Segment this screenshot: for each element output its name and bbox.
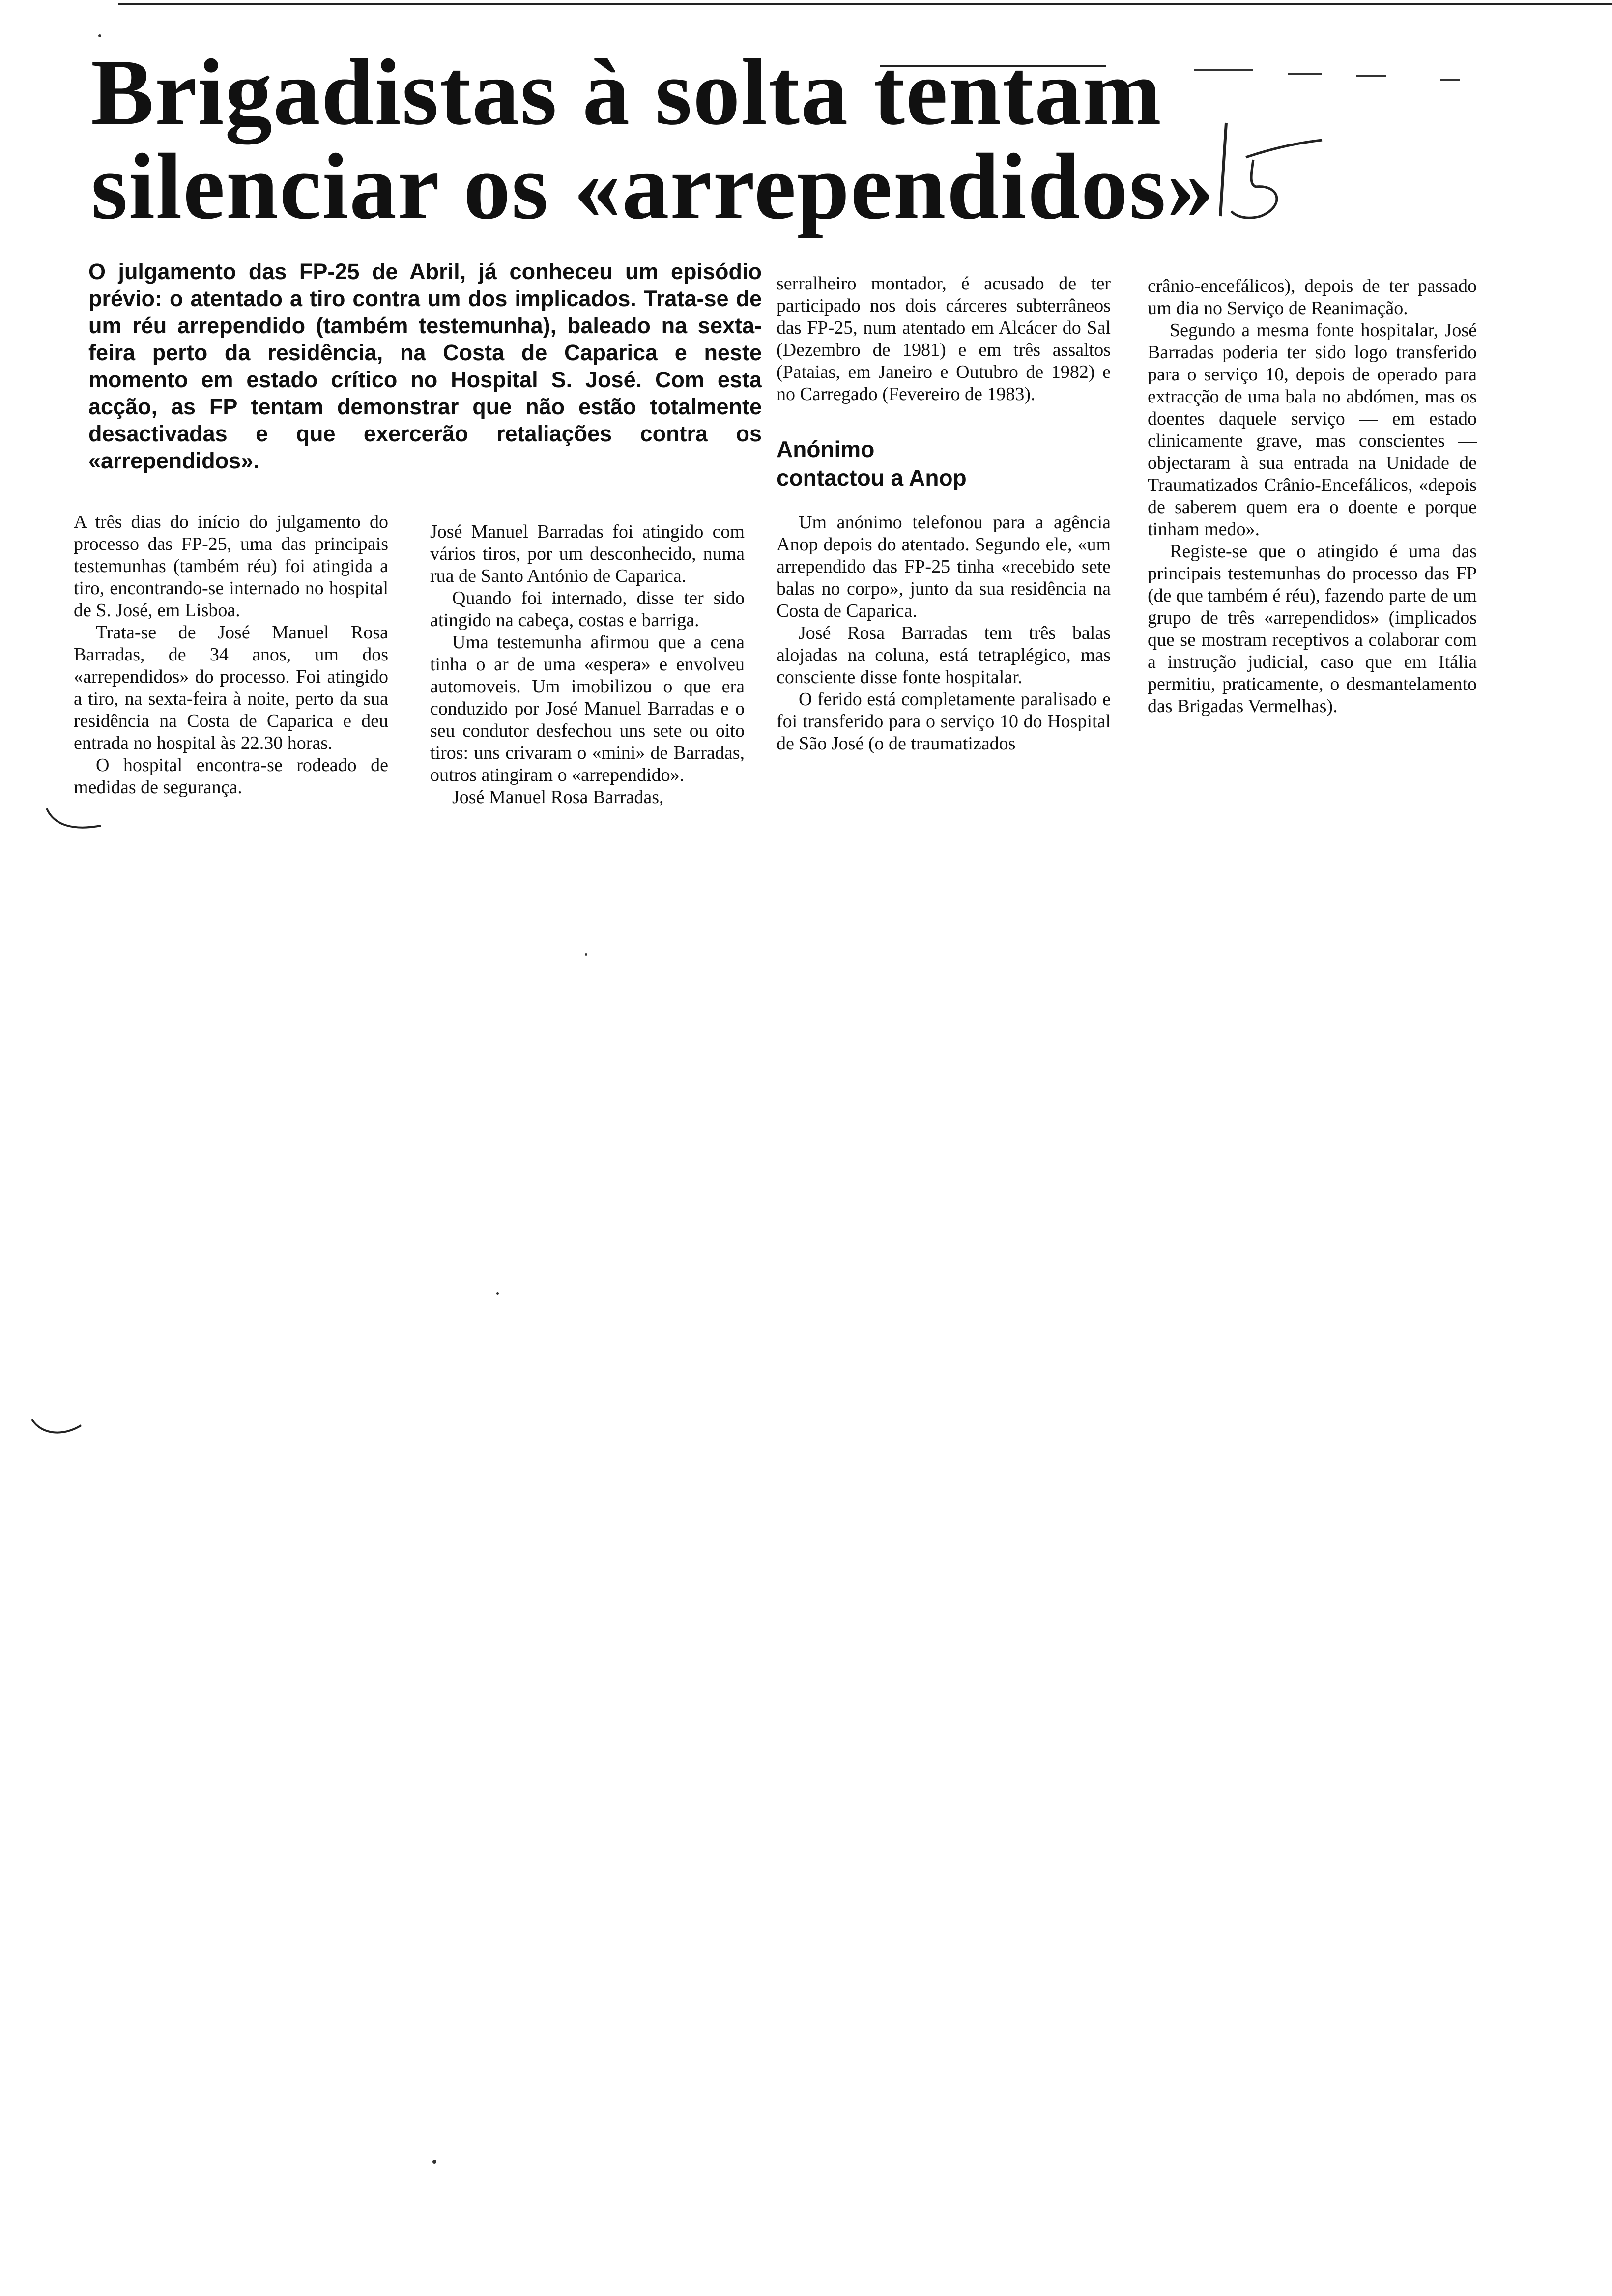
article-lead: O julgamento das FP-25 de Abril, já conheceu um episódio prévio: o atentado a tiro contra um dos implicados. Trata-se de um réu arrependido (também testemunha), baleado na sexta-feira perto da residência, na Costa de Caparica e neste momento em estado crítico no Hospital S. José. Com esta acção, as FP tentam demonstrar que não estão totalmente desactivadas e que exercerão retaliações contra os «arrependidos». bbox=[88, 259, 762, 473]
headline-line-1: Brigadistas à solta tentam bbox=[91, 40, 1162, 144]
paragraph: José Manuel Rosa Barradas, bbox=[452, 787, 664, 807]
paragraph: Registe-se que o atingido é uma das principais testemunhas do processo das FP (de que também é réu), fazendo parte de um grupo de três «arrependidos» (implicados que se mostram receptivos a colaborar com a instrução judicial, caso que em Itália permitiu, praticamente, o desmantelamento das Brigadas Vermelhas). bbox=[1148, 541, 1477, 717]
paragraph: O hospital encontra-se rodeado de medidas de segurança. bbox=[74, 755, 388, 798]
paragraph: Um anónimo telefonou para a agência Anop depois do atentado. Segundo ele, «um arrependido das FP-25 tinha «recebido sete balas no corpo», junto da sua residência na Costa de Caparica. bbox=[777, 512, 1111, 621]
paragraph: A três dias do início do julgamento do processo das FP-25, uma das principais testemunhas (também réu) foi atingida a tiro, encontrando-se internado no hospital de S. José, em Lisboa. bbox=[74, 512, 388, 621]
scan-speck bbox=[98, 34, 101, 37]
paragraph: crânio-encefálicos), depois de ter passado um dia no Serviço de Reanimação. bbox=[1148, 276, 1477, 318]
article-column-2 bbox=[430, 521, 745, 808]
paragraph: Segundo a mesma fonte hospitalar, José Barradas poderia ter sido logo transferido para o serviço 10, depois de operado para extracção de uma bala no abdómen, mas os doentes daquele serviço — em estado clinicamente grave, mas conscientes — objectaram à sua entrada na Unidade de Traumatizados Crânio-Encefálicos, «depois de saberem quem era o doente e porque tinham medo». bbox=[1148, 320, 1477, 540]
paragraph: Trata-se de José Manuel Rosa Barradas, de 34 anos, um dos «arrependidos» do processo. Foi atingido a tiro, na sexta-feira à noite, perto da sua residência na Costa de Caparica e deu entrada no hospital às 22.30 horas. bbox=[74, 622, 388, 753]
scan-dash bbox=[1440, 79, 1460, 81]
paragraph: Uma testemunha afirmou que a cena tinha o ar de uma «espera» e envolveu automoveis. Um imobilizou o que era conduzido por José Manuel Barradas e o seu condutor desfechou uns sete ou oito tiros: uns crivaram o «mini» de Barradas, outros atingiram o «arrependido». bbox=[430, 632, 745, 785]
subhead-line-2: contactou a Anop bbox=[777, 465, 967, 490]
paragraph: José Rosa Barradas tem três balas alojadas na coluna, está tetraplégico, mas consciente disse fonte hospitalar. bbox=[777, 623, 1111, 688]
article-column-3 bbox=[777, 273, 1111, 755]
scan-curve-mark bbox=[29, 1415, 84, 1440]
paragraph: O ferido está completamente paralisado e foi transferido para o serviço 10 do Hospital de São José (o de traumatizados bbox=[777, 689, 1111, 754]
paragraph: José Manuel Barradas foi atingido com vários tiros, por um desconhecido, numa rua de Santo António de Caparica. bbox=[430, 521, 745, 586]
handwritten-mark bbox=[1207, 93, 1329, 231]
subhead-line-1: Anónimo bbox=[777, 436, 875, 462]
scan-curve-mark bbox=[44, 806, 103, 835]
scan-speck bbox=[585, 953, 587, 956]
headline-line-2: silenciar os «arrependidos» bbox=[91, 134, 1215, 239]
top-rule bbox=[118, 3, 1612, 5]
scan-dash bbox=[1356, 75, 1386, 77]
paragraph: Quando foi internado, disse ter sido atingido na cabeça, costas e barriga. bbox=[430, 588, 745, 631]
paragraph: serralheiro montador, é acusado de ter participado nos dois cárceres subterrâneos das FP-25, num atentado em Alcácer do Sal (Dezembro de 1981) e em três assaltos (Pataias, em Janeiro e Outubro de 1982) e no Carregado (Fevereiro de 1983). bbox=[777, 273, 1111, 404]
headline bbox=[91, 40, 1320, 239]
article-column-4 bbox=[1148, 275, 1477, 718]
section-subhead bbox=[777, 435, 1111, 492]
scan-speck bbox=[432, 2160, 436, 2164]
article-column-1 bbox=[74, 511, 388, 799]
scan-speck bbox=[496, 1292, 499, 1295]
